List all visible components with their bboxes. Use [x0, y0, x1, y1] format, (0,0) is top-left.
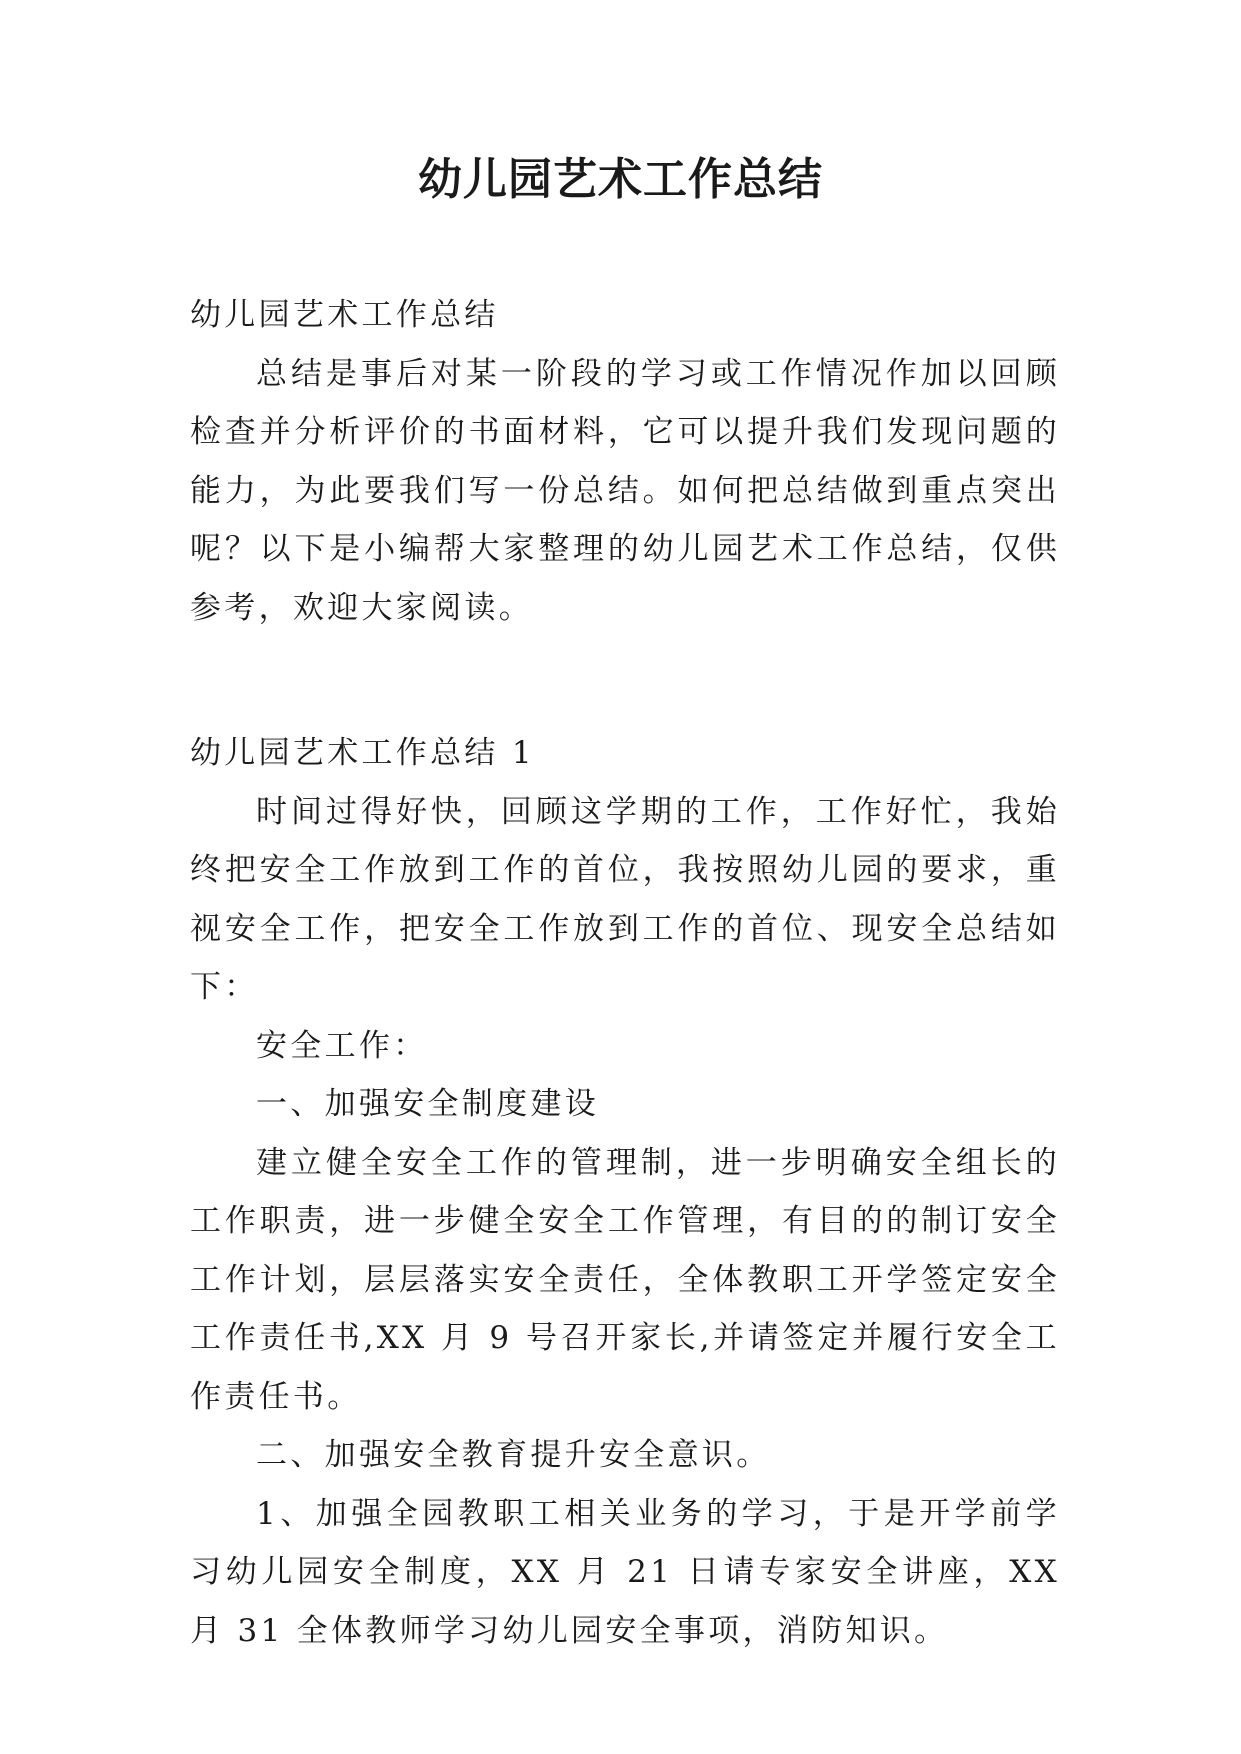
- section-1-paragraph-3: 一、加强安全制度建设: [256, 1086, 599, 1122]
- section-1: [190, 724, 1060, 1660]
- intro-section: [190, 286, 1060, 637]
- section-1-paragraph-4: 建立健全安全工作的管理制，进一步明确安全组长的工作职责，进一步健全安全工作管理，有目的的制订安全工作计划，层层落实安全责任，全体教职工开学签定安全工作责任书,XX 月 9 号召开家长,并请签定并履行安全工作责任书。: [190, 1144, 1060, 1415]
- document-title: 幼儿园艺术工作总结: [418, 154, 823, 205]
- section-1-paragraph-1: 时间过得好快，回顾这学期的工作，工作好忙，我始终把安全工作放到工作的首位，我按照幼儿园的要求，重视安全工作，把安全工作放到工作的首位、现安全总结如下：: [190, 793, 1060, 1005]
- section-1-paragraph-2: 安全工作：: [256, 1027, 428, 1064]
- section-1-paragraph-6: 1、加强全园教职工相关业务的学习，于是开学前学习幼儿园安全制度，XX 月 21 日请专家安全讲座，XX 月 31 全体教师学习幼儿园安全事项，消防知识。: [190, 1495, 1060, 1649]
- intro-paragraph: 总结是事后对某一阶段的学习或工作情况作加以回顾检查并分析评价的书面材料，它可以提升我们发现问题的能力，为此要我们写一份总结。如何把总结做到重点突出呢？以下是小编帮大家整理的幼儿园艺术工作总结，仅供参考，欢迎大家阅读。: [190, 355, 1060, 626]
- section-1-paragraph-5: 二、加强安全教育提升安全意识。: [256, 1437, 771, 1473]
- intro-heading: 幼儿园艺术工作总结: [190, 297, 499, 333]
- section-1-heading: 幼儿园艺术工作总结 1: [190, 735, 535, 771]
